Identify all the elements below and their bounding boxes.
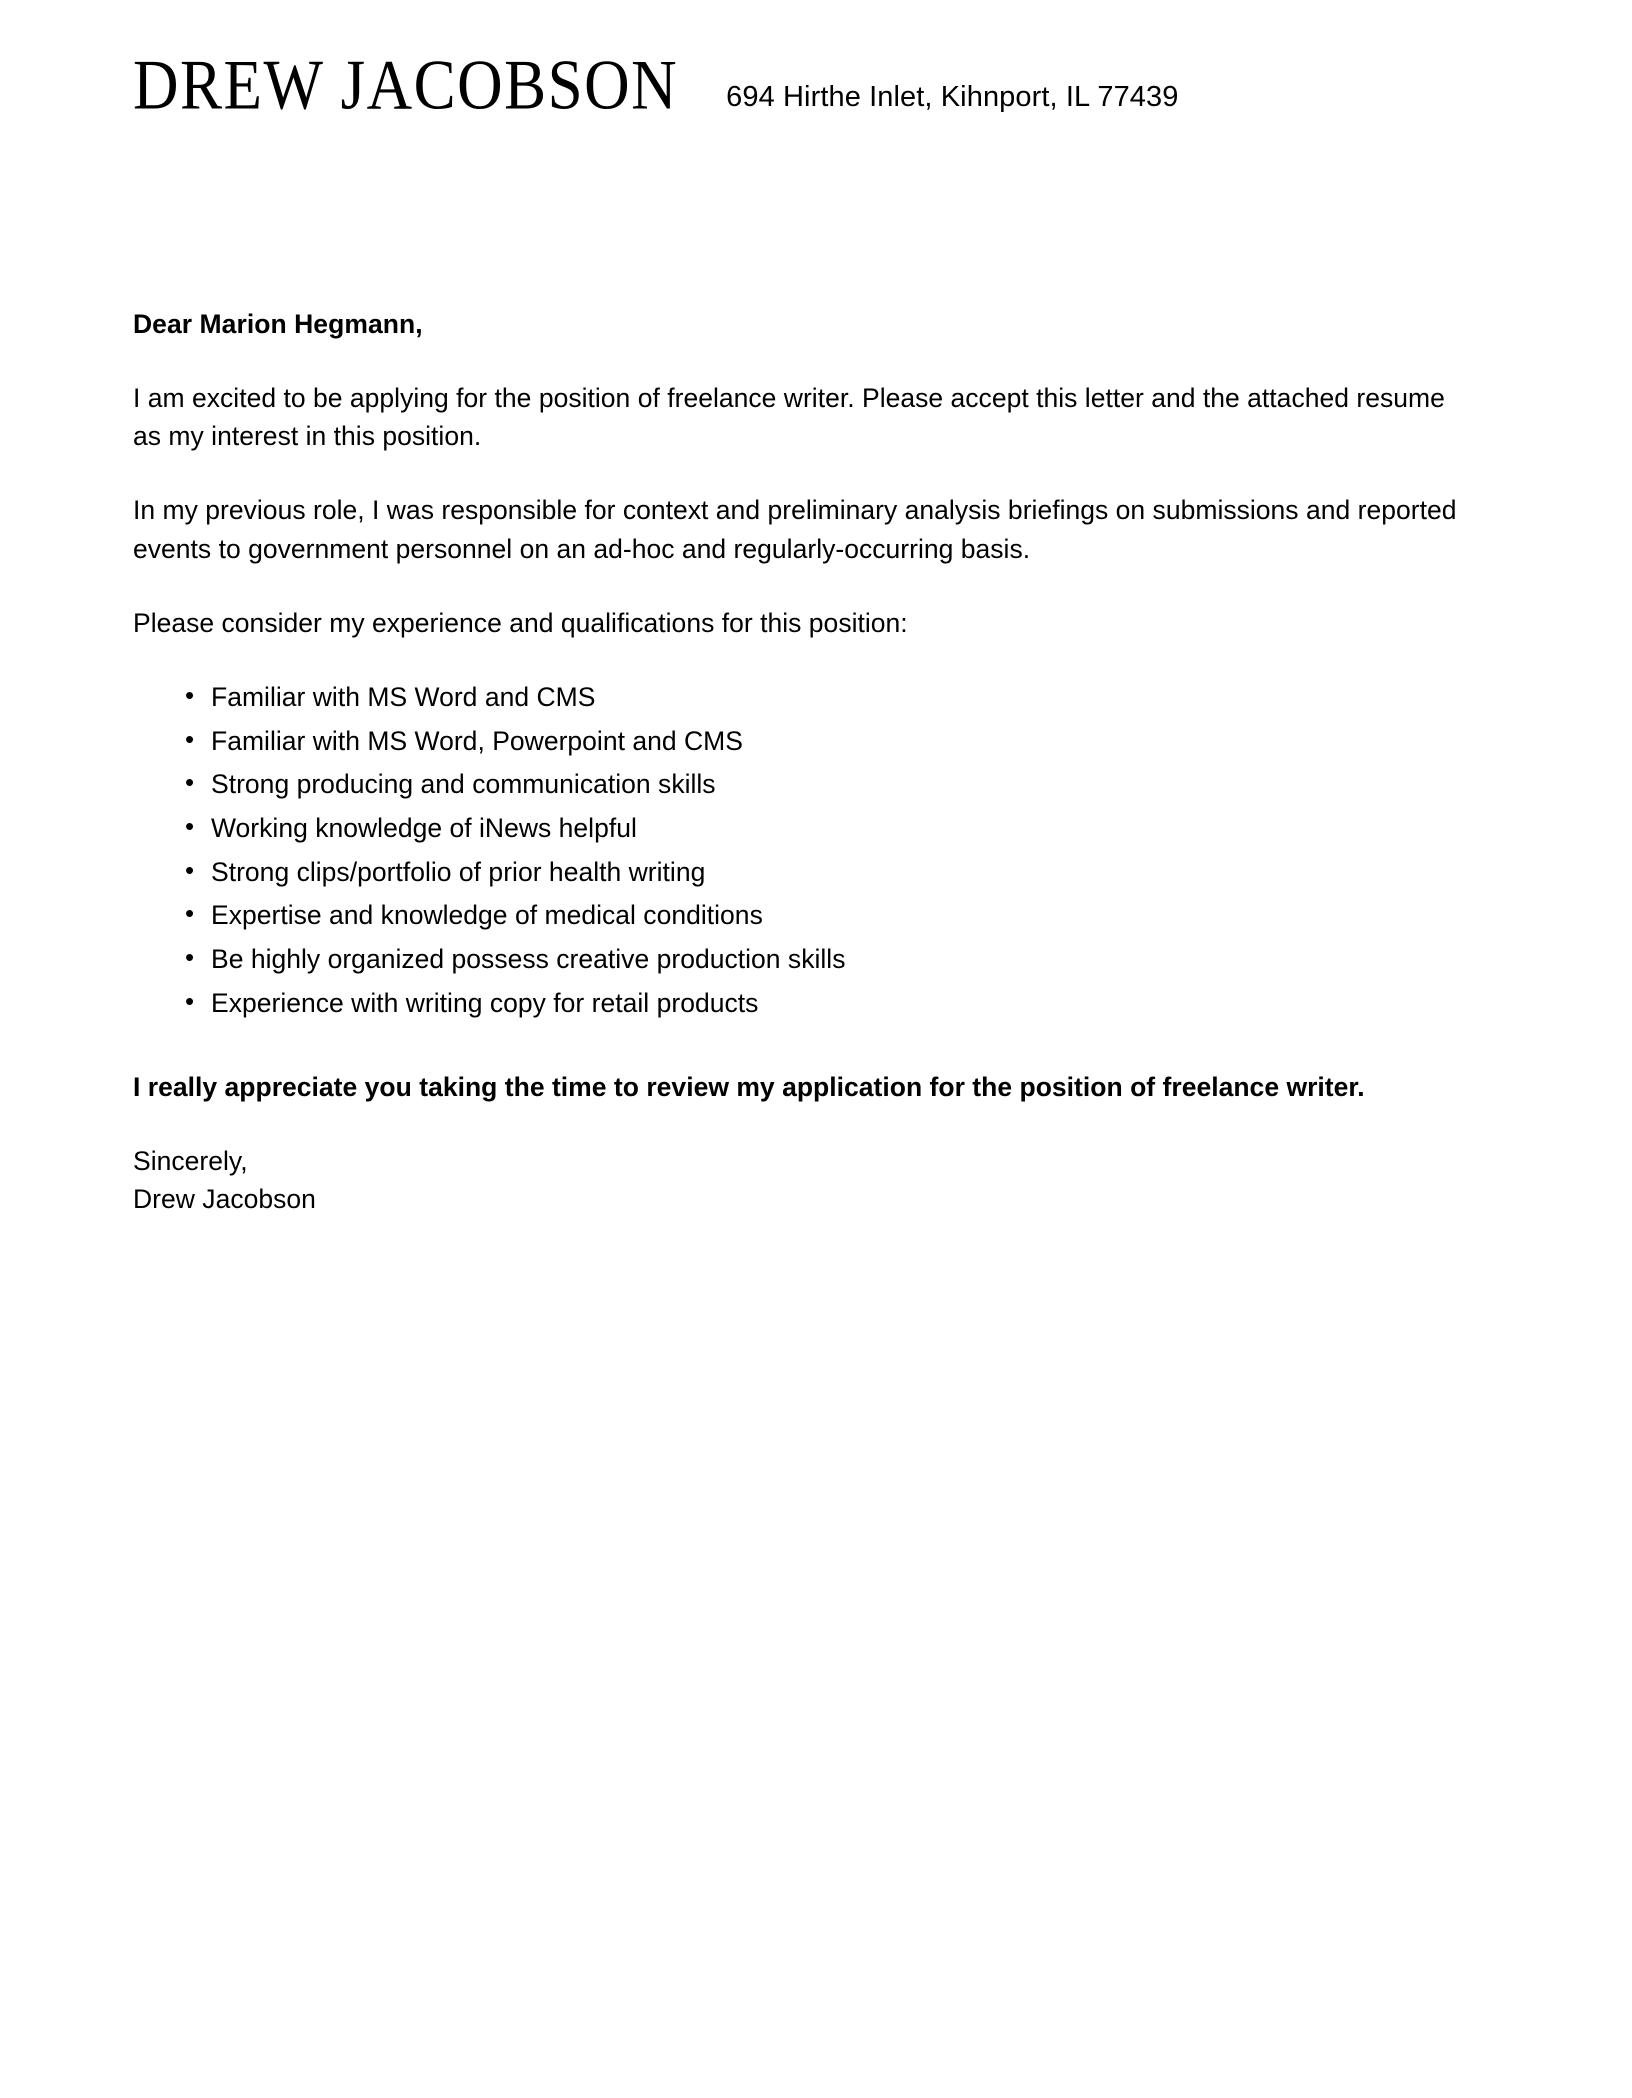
letter-body (133, 305, 1473, 1218)
list-item: • Working knowledge of iNews helpful (185, 809, 1473, 847)
list-item: • Be highly organized possess creative production skills (185, 940, 1473, 978)
list-item: • Strong producing and communication skills (185, 765, 1473, 803)
list-item: • Strong clips/portfolio of prior health writing (185, 853, 1473, 891)
body-paragraph-2: In my previous role, I was responsible for context and preliminary analysis briefings on submissions and reported events to government personnel on an ad-hoc and regularly-occurring basis. (133, 495, 1457, 564)
body-paragraph-1: I am excited to be applying for the position of freelance writer. Please accept this letter and the attached resume as my interest in this position. (133, 383, 1445, 452)
signature-block (133, 1142, 1473, 1218)
list-item: • Familiar with MS Word, Powerpoint and CMS (185, 722, 1473, 760)
letterhead-address: 694 Hirthe Inlet, Kihnport, IL 77439 (726, 81, 1179, 113)
signature-name: Drew Jacobson (133, 1184, 316, 1214)
letterhead (133, 45, 1473, 125)
list-item: • Expertise and knowledge of medical conditions (185, 896, 1473, 934)
body-paragraph-3: Please consider my experience and qualifications for this position: (133, 607, 908, 638)
list-item: • Experience with writing copy for retail products (185, 984, 1473, 1022)
qualifications-list (133, 678, 1473, 1022)
closing-statement: I really appreciate you taking the time to review my application for the position of freelance writer. (133, 1071, 1365, 1102)
signoff-greeting: Sincerely, (133, 1145, 248, 1176)
list-item: • Familiar with MS Word and CMS (185, 678, 1473, 716)
letterhead-name: DREW JACOBSON (133, 45, 679, 125)
salutation: Dear Marion Hegmann, (133, 309, 423, 339)
